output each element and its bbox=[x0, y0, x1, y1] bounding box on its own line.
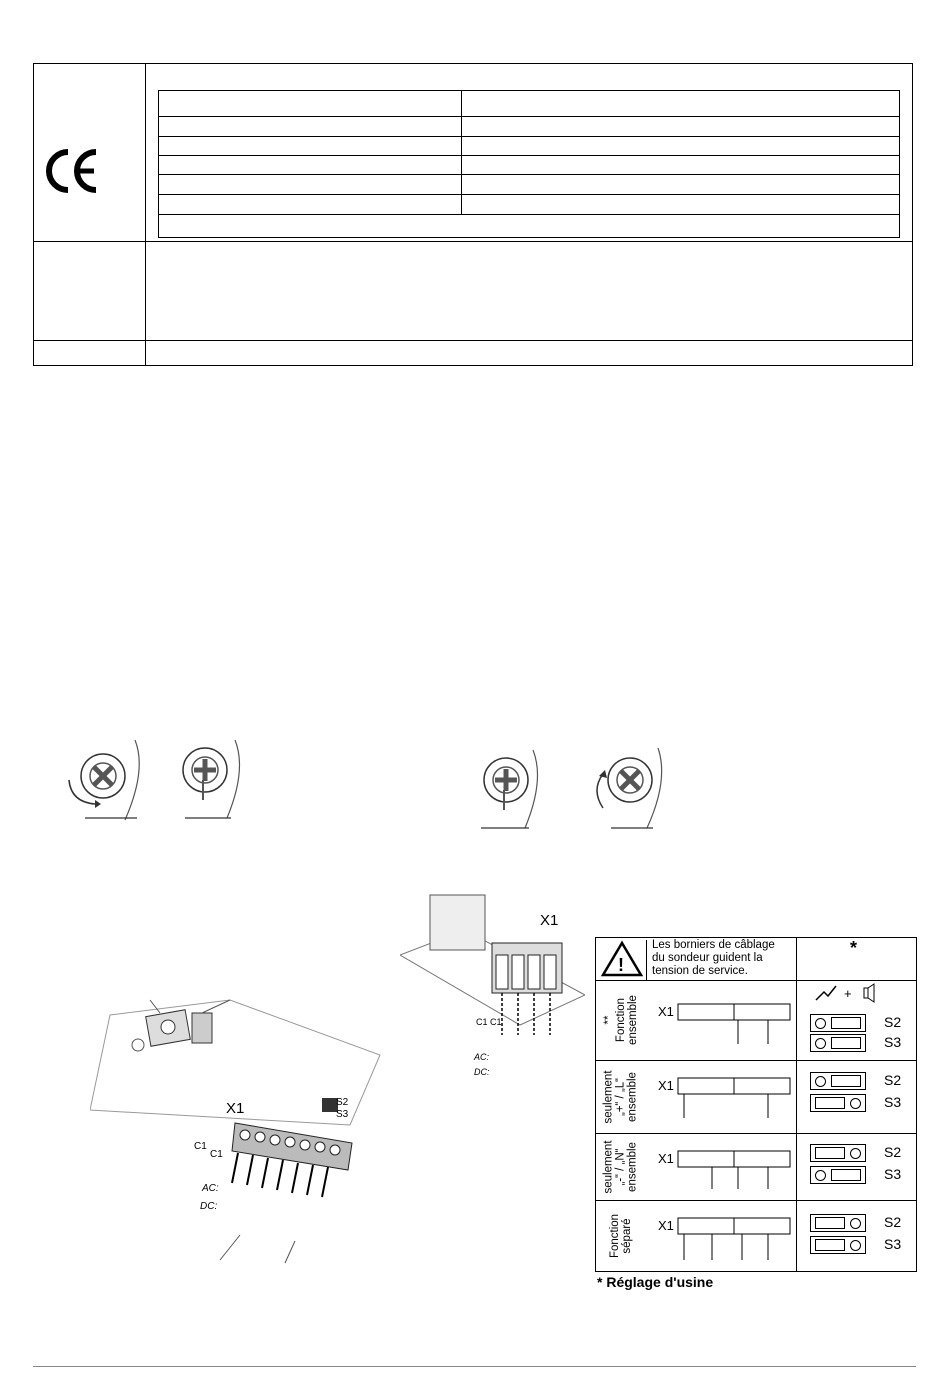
wiring-config-table bbox=[595, 937, 917, 1272]
c1-label: C1 bbox=[490, 1017, 502, 1027]
ce-inner-grid bbox=[158, 90, 900, 238]
svg-text:!: ! bbox=[618, 955, 624, 975]
terminal-label-x1: X1 bbox=[658, 1004, 674, 1019]
switch-label: S3 bbox=[884, 1034, 902, 1050]
row-label-line: Fonction bbox=[615, 997, 627, 1043]
row-label-line: „-“ / „N“ bbox=[615, 1148, 627, 1186]
row-label-line: séparé bbox=[620, 1218, 633, 1254]
c1-label: C1 bbox=[210, 1149, 223, 1160]
switch-label: S3 bbox=[884, 1094, 902, 1110]
switch-s3-icon bbox=[810, 1034, 866, 1052]
switch-label-s3: S3 bbox=[336, 1109, 349, 1120]
c1-label: C1 bbox=[194, 1141, 207, 1152]
svg-text:+: + bbox=[844, 986, 852, 1001]
ce-mark-icon bbox=[44, 146, 104, 196]
terminal-label-x1: X1 bbox=[226, 1100, 245, 1117]
switch-label: S2 bbox=[884, 1214, 902, 1230]
row-label-line: „+“ / „L“ bbox=[615, 1078, 627, 1117]
ac-label: AC: bbox=[202, 1183, 219, 1194]
warning-text-line: tension de service. bbox=[652, 965, 748, 977]
rotate-arrow-icon bbox=[597, 774, 603, 808]
switch-label: S2 bbox=[884, 1144, 902, 1160]
ac-label: AC: bbox=[474, 1052, 490, 1062]
terminal-label-x1: X1 bbox=[658, 1151, 674, 1166]
switch-s2-icon bbox=[810, 1072, 866, 1090]
switch-s3-icon bbox=[810, 1094, 866, 1112]
switch-s2-icon bbox=[810, 1214, 866, 1232]
dc-label: DC: bbox=[200, 1201, 218, 1212]
ce-declaration-table bbox=[33, 63, 913, 366]
row-label-line: ensemble bbox=[627, 1072, 639, 1122]
terminal-diagram bbox=[658, 1064, 794, 1132]
row-label bbox=[596, 982, 646, 1058]
screw-cross-icon bbox=[81, 740, 139, 820]
screw-figures-svg bbox=[55, 740, 675, 835]
terminal-label-x1: X1 bbox=[540, 912, 559, 929]
terminal-diagram bbox=[658, 1204, 794, 1270]
warning-text bbox=[652, 939, 794, 978]
row-label-line: ensemble bbox=[627, 1142, 639, 1192]
switch-label: S2 bbox=[884, 1072, 902, 1088]
row-label-line: Fonction bbox=[608, 1213, 621, 1259]
c1-label: C1 bbox=[476, 1017, 488, 1027]
switch-s3-icon bbox=[810, 1166, 866, 1184]
pcb-terminal-figure-large bbox=[90, 995, 390, 1270]
row-label-line: ** bbox=[603, 1015, 615, 1025]
screw-rotation-figures bbox=[55, 740, 675, 835]
switch-label: S3 bbox=[884, 1236, 902, 1252]
terminal-diagram bbox=[658, 1137, 794, 1199]
terminal-label-x1: X1 bbox=[658, 1218, 674, 1233]
switch-s2-icon bbox=[810, 1144, 866, 1162]
switch-label-s2: S2 bbox=[336, 1097, 349, 1108]
warning-text-line: du sondeur guident la bbox=[652, 952, 763, 964]
switch-s3-icon bbox=[810, 1236, 866, 1254]
terminal-diagram bbox=[658, 986, 794, 1056]
switch-label: S2 bbox=[884, 1014, 902, 1030]
warning-text-line: Les borniers de câblage bbox=[652, 939, 775, 951]
terminal-label-x1: X1 bbox=[658, 1078, 674, 1093]
warning-triangle-icon bbox=[600, 940, 647, 980]
signal-icon bbox=[814, 982, 884, 1004]
row-label-line: seulement bbox=[603, 1070, 615, 1124]
footer-rule bbox=[33, 1366, 916, 1367]
screw-cross-icon bbox=[608, 748, 662, 828]
screw-cross-icon bbox=[183, 740, 240, 818]
row-label bbox=[596, 1202, 646, 1270]
switch-s2-icon bbox=[810, 1014, 866, 1032]
switch-label: S3 bbox=[884, 1166, 902, 1182]
pcb-terminal-figure-small bbox=[400, 885, 585, 1095]
dc-label: DC: bbox=[474, 1067, 490, 1077]
row-label bbox=[596, 1062, 646, 1132]
factory-setting-footnote: * Réglage d'usine bbox=[597, 1274, 714, 1290]
header-asterisk: * bbox=[850, 938, 858, 958]
screw-cross-icon bbox=[481, 750, 538, 828]
row-label-line: ensemble bbox=[627, 995, 639, 1045]
row-label bbox=[596, 1135, 646, 1199]
row-label-line: seulement bbox=[603, 1140, 615, 1194]
